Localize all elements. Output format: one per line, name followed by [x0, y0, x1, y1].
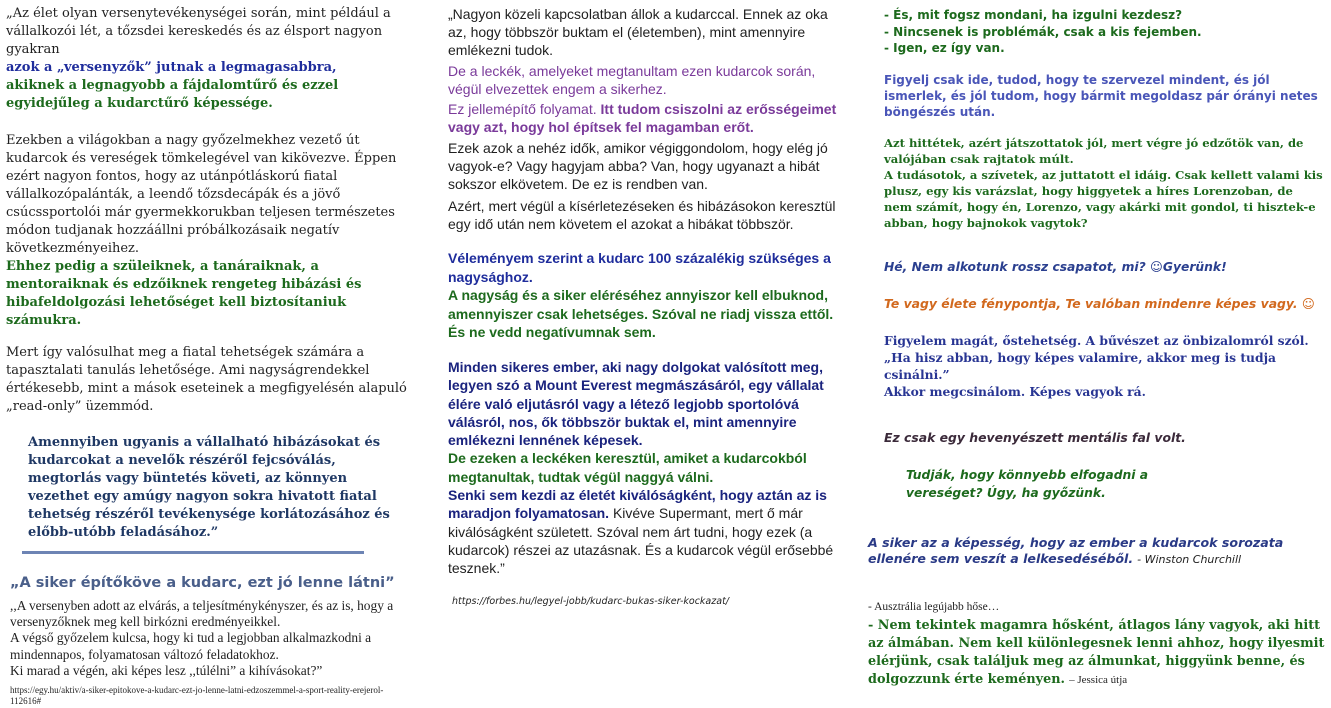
paragraph-6-blue: Véleményem szerint a kudarc 100 százalékig szükséges a nagysághoz.	[448, 250, 831, 285]
divider-line	[22, 551, 364, 554]
block-5	[884, 332, 1324, 400]
section-heading: „A siker építőköve a kudarc, ezt jó lenne látni”	[10, 575, 395, 591]
paragraph-1-green: akiknek a legnagyobb a fájdalomtűrő és ezzel egyidejűleg a kudarctűrő képessége.	[6, 78, 339, 111]
block-10	[868, 617, 1330, 689]
block-2	[884, 135, 1324, 231]
block-5b: „Ha hisz abban, hogy képes valamire, akkor meg is tudja csinálni.”	[884, 350, 1277, 382]
paragraph-7-navy: Minden sikeres ember, aki nagy dolgokat valósított meg, legyen szó a Mount Everest megmászásáról, egy vállalat élére való eljutásról vagy a létező legjobb sportolóvá válásról, nos, ők többször buktak el, mint amennyire emlékezni lennének képesek.	[448, 359, 824, 449]
paragraph-3	[448, 100, 850, 136]
paragraph-6	[448, 249, 850, 342]
paragraph-1-blue: azok a „versenyzők” jutnak a legmagasabbra,	[6, 60, 337, 75]
paragraph-2	[6, 132, 416, 330]
block-5a: Figyelem magát, őstehetség. A bűvészet az önbizalomról szól.	[884, 333, 1309, 348]
paragraph-7	[448, 358, 850, 578]
paragraph-6-text: Ki marad a végén, aki képes lesz ,,túlélni” a kihívásokat?”	[10, 662, 323, 678]
block-5c: Akkor megcsinálom. Képes vagyok rá.	[884, 384, 1146, 399]
source-link-forbes[interactable]: https://forbes.hu/legyel-jobb/kudarc-bukas-siker-kockazat/	[452, 596, 729, 607]
source-link-egy[interactable]: https://egy.hu/aktiv/a-siker-epitokove-a-kudarc-ezt-jo-lenne-latni-edzoszemmel-a-sport-reality-erejerol-112616#	[10, 685, 384, 706]
paragraph-1: „Nagyon közeli kapcsolatban állok a kudarccal. Ennek az oka az, hogy többször buktam el (életemben), mint amennyire emlékezni tudok.	[448, 6, 828, 58]
block-8-quote: A siker az a képesség, hogy az ember a kudarcok sorozata ellenére sem veszít a lelkesedéséből.	[868, 535, 1284, 567]
paragraph-5: Azért, mert végül a kísérletezéseken és hibázásokon keresztül egy idő után nem követem el azokat a hibákat többször.	[448, 198, 836, 232]
paragraph-4: Ezek azok a nehéz idők, amikor végiggondolom, hogy elég jó vagyok-e? Vagy hagyjam abba? Van, hogy ugyanazt a hibát sokszor elkövetem. De ez is rendben van.	[448, 140, 828, 192]
paragraph-3-purple: Ez jellemépítő folyamat.	[448, 101, 597, 117]
dialogue-line-2: - Nincsenek is problémák, csak a kis fejemben.	[884, 24, 1202, 39]
paragraph-6-green: A nagyság és a siker eléréséhez annyiszor kell elbuknod, amennyiszer csak lehetséges. Szóval ne riadj vissza ettől. És ne vedd negatívumnak sem.	[448, 287, 834, 341]
paragraph-2-purple: De a leckék, amelyeket megtanultam ezen kudarcok során, végül elvezettek engem a sikerhez.	[448, 63, 816, 97]
block-4: Te vagy élete fénypontja, Te valóban mindenre képes vagy. ☺	[884, 296, 1315, 311]
block-8-author: - Winston Churchill	[1137, 553, 1242, 567]
block-6: Ez csak egy hevenyészett mentális fal volt.	[884, 430, 1186, 445]
paragraph-3-purple-bold: Itt tudom csiszolni az erősségeimet vagy azt, hogy hol építsek fel magamban erőt.	[448, 101, 837, 135]
block-2a: Azt hittétek, azért játszottatok jól, mert végre jó edzőtök van, de valójában csak rajtatok múlt.	[884, 136, 1304, 166]
paragraph-1-text: „Az élet olyan versenytevékenységei során, mint például a vállalkozói lét, a tőzsdei kereskedés és az élsport nagyon gyakran	[6, 6, 391, 57]
dialogue	[884, 7, 1202, 57]
paragraph-5-text: A végső győzelem kulcsa, hogy ki tud a legjobban alkalmazkodni a mindennapos, folyamatosan változó feladatokhoz.	[10, 630, 372, 662]
paragraph-8-plain: Kivéve Supermant, mert ő már kiválóságként született. Szóval nem árt tudni, hogy ezek (a kudarcok) részei az utazásnak. És a kudarcok végül erősebbé tesznek.”	[448, 505, 834, 577]
block-9: - Ausztrália legújabb hőse…	[868, 601, 1000, 613]
paragraph-4-text: ,,A versenyben adott az elvárás, a teljesítménykényszer, és az is, hogy a versenyzőknek meg kell birkózni eredményeikkel.	[10, 598, 394, 630]
block-1: Figyelj csak ide, tudod, hogy te szervezel mindent, és jól ismerlek, és jól tudom, hogy bármit megoldasz pár órányi netes böngészés után.	[884, 73, 1318, 120]
block-10-text: - Nem tekintek magamra hősként, átlagos lány vagyok, aki hitt az álmában. Nem kell különlegesnek lenni ahhoz, hogy ilyesmit elérjünk, csak találjuk meg az álmunkat, higgyünk benne, és dolgozzunk érte keményen.	[868, 618, 1325, 688]
paragraph-4	[10, 598, 416, 679]
paragraph-7-green: De ezeken a leckéken keresztül, amiket a kudarcokból megtanultak, tudtak végül naggyá válni.	[448, 450, 807, 485]
block-2b: A tudásotok, a szívetek, az juttatott el idáig. Csak kellett valami kis plusz, egy kis varázslat, hogy higgyetek a híres Lorenzoban, de nem számít, hogy én, Lorenzo, vagy akárki mit gondol, ti hisztek-e abban, hogy bajnokok vagytok?	[884, 168, 1323, 230]
dialogue-line-3: - Igen, ez így van.	[884, 41, 1005, 55]
paragraph-2-text: Ezekben a világokban a nagy győzelmekhez vezető út kudarcok és vereségek tömkelegével van kikövezve. Éppen ezért nagyon fontos, hogy az utánpótláskorú fiatal vállalkozópalánták, a leendő tőzsdecápák és a jövő csúcssportolói már gyermekkorukban teljesen természetes módon tudjanak hozzáállni próbálkozásaik negatív következményeihez.	[6, 133, 397, 256]
block-8	[868, 535, 1326, 568]
block-3: Hé, Nem alkotunk rossz csapatot, mi? ☺Gyerünk!	[884, 260, 1227, 274]
paragraph-1	[6, 5, 416, 113]
block-7: Tudják, hogy könnyebb elfogadni a vereséget? Úgy, ha győzünk.	[906, 468, 1149, 500]
paragraph-8-navy: Senki sem kezdi az életét kiválóságként, hogy aztán az is maradjon folyamatosan.	[448, 487, 827, 522]
block-10-author: – Jessica útja	[1069, 674, 1128, 687]
dialogue-line-1: - És, mit fogsz mondani, ha izgulni kezdesz?	[884, 8, 1183, 22]
blockquote: Amennyiben ugyanis a vállalható hibázásokat és kudarcokat a nevelők részéről fejcsóválás, megtorlás vagy büntetés követi, az könnyen vezethet egy amúgy nagyon sokra hivatott fiatal tehetség részéről tevékenysége korlátozásához és előbb-utóbb feladásához.”	[28, 435, 390, 540]
paragraph-2-green: Ehhez pedig a szüleiknek, a tanáraiknak, a mentoraiknak és edzőiknek rengeteg hibázási és hibafeldolgozási lehetőséget kell biztosítaniuk számukra.	[6, 259, 362, 328]
paragraph-3: Mert így valósulhat meg a fiatal tehetségek számára a tapasztalati tanulás lehetősége. Ami nagyságrendekkel értékesebb, mint a mások eseteinek a megfigyelésén alapuló „read-only” üzemmód.	[6, 345, 407, 414]
